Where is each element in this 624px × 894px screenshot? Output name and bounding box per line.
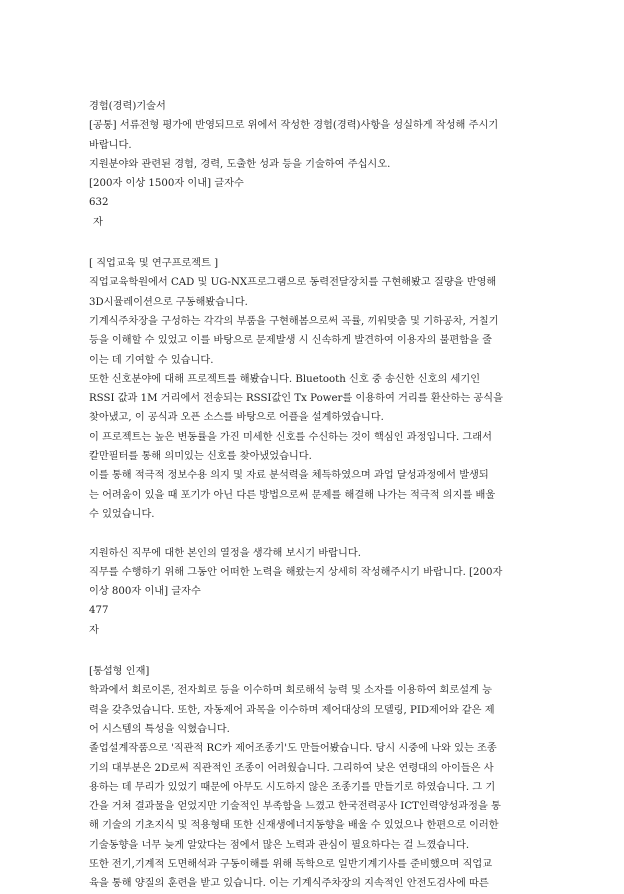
notice-line-1: [공통] 서류전형 평가에 반영되므로 위에서 작성한 경험(경력)사항을 성실하게 작성해 주시기 (89, 120, 499, 132)
answer-line: 또한 신호분야에 대해 프로젝트를 해봤습니다. Bluetooth 신호 중 송신한 신호의 세기인 (89, 373, 481, 385)
answer-line: 해 기술의 기초지식 및 적용형태 또한 신재생에너지동향을 배울 수 있었으나 한편으로 이러한 (89, 820, 499, 832)
answer-line: 졸업설계작품으로 '직관적 RC카 제어조종기'도 만들어봤습니다. 당시 시중에 나와 있는 조종 (89, 743, 497, 755)
question-text: 지원분야와 관련된 경험, 경력, 도출한 성과 등을 기술하여 주십시오. (89, 158, 391, 170)
char-unit: 자 (89, 624, 99, 636)
answer-line: 3D시뮬레이션으로 구동해봤습니다. (89, 296, 248, 308)
char-limit: 이상 800자 이내] 글자수 (89, 586, 201, 598)
answer-line: 칼만필터를 통해 의미있는 신호를 찾아냈었습니다. (89, 451, 312, 463)
char-limit: [200자 이상 1500자 이내] 글자수 (89, 178, 244, 190)
section-title: 경험(경력)기술서 (89, 101, 166, 112)
answer-line: 기계식주차장을 구성하는 각각의 부품을 구현해봄으로써 곡률, 끼워맞춤 및 기하공차, 거칠기 (89, 315, 499, 327)
answer-line: 이를 통해 적극적 정보수용 의지 및 자료 분석력을 체득하였으며 과업 달성과정에서 발생되 (89, 470, 489, 482)
answer-line: 학과에서 회로이론, 전자회로 등을 이수하며 회로해석 능력 및 소자를 이용하여 회로설계 능 (89, 685, 492, 697)
answer-line: 직업교육학원에서 CAD 및 UG-NX프로그램으로 동력전달장치를 구현해봤고 질량을 반영해 (89, 277, 497, 289)
question-text: 직무를 수행하기 위해 그동안 어떠한 노력을 해왔는지 상세히 작성해주시기 바랍니다. [200자 (89, 566, 503, 578)
char-count: 632 (89, 197, 109, 209)
answer-line: 기의 대부분은 2D로써 직관적인 조종이 어려웠습니다. 그리하여 낮은 연령대의 아이들은 사 (89, 762, 494, 774)
char-unit: 자 (93, 216, 103, 228)
answer-line: 육을 통해 양질의 훈련을 받고 있습니다. 이는 기계식주차장의 지속적인 안전도검사에 따른 (89, 878, 489, 890)
answer-line: 등을 이해할 수 있었고 이를 바탕으로 문제발생 시 신속하게 발견하여 이용자의 불편함을 줄 (89, 335, 492, 347)
answer-line: 기술동향을 너무 늦게 알았다는 점에서 많은 노력과 관심이 필요하다는 걸 느꼈습니다. (89, 839, 470, 851)
answer-line: 력을 갖추었습니다. 또한, 자동제어 과목을 이수하며 제어대상의 모델링, PID제어와 같은 제 (89, 704, 495, 716)
answer-line: 이는 데 기여할 수 있습니다. (89, 354, 214, 366)
answer-heading: [ 직업교육 및 연구프로젝트 ] (89, 258, 219, 270)
answer-line: 수 있었습니다. (89, 508, 155, 520)
answer-line: 이 프로젝트는 높은 변동률을 가진 미세한 신호를 수신하는 것이 핵심인 과정입니다. 그래서 (89, 431, 492, 443)
answer-line: 찾아냈고, 이 공식과 오픈 소스를 바탕으로 어플을 설계하였습니다. (89, 412, 384, 424)
answer-line: 어 시스템의 특성을 익혔습니다. (89, 723, 230, 735)
answer-line: 용하는 데 무리가 있었기 때문에 아무도 시도하지 않은 조종기를 만들기로 하였습니다. 그 기 (89, 781, 496, 793)
answer-line: 는 어려움이 있을 때 포기가 아닌 다른 방법으로써 문제를 해결해 나가는 적극적 의지를 배울 (89, 489, 496, 501)
answer-line: 간을 거쳐 결과물을 얻었지만 기술적인 부족함을 느꼈고 한국전력공사 ICT인력양성과정을 통 (89, 801, 501, 813)
answer-line: 또한 전기,기계적 도면해석과 구동이해를 위해 독학으로 일반기계기사를 준비했으며 직업교 (89, 858, 493, 870)
notice-line-2: 바랍니다. (89, 139, 132, 151)
char-count: 477 (89, 605, 109, 617)
question-text: 지원하신 직무에 대한 본인의 열정을 생각해 보시기 바랍니다. (89, 547, 361, 559)
document-page (89, 97, 541, 894)
answer-line: RSSI 값과 1M 거리에서 전송되는 RSSI값인 Tx Power를 이용하여 거리를 환산하는 공식을 (89, 393, 503, 405)
answer-heading: [통섭형 인재] (89, 666, 150, 678)
